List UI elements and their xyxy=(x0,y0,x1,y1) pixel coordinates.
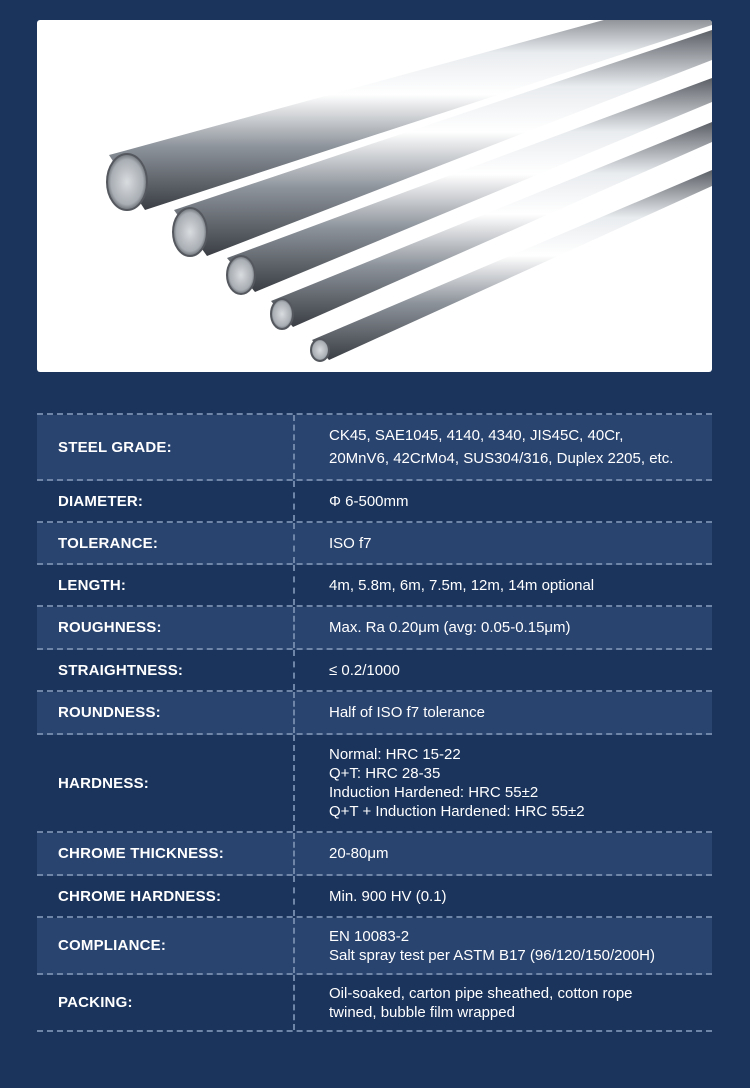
spec-row-hardness xyxy=(37,735,712,833)
spec-row-steel-grade xyxy=(37,415,712,481)
spec-value xyxy=(295,661,712,680)
spec-value xyxy=(295,576,712,595)
spec-value xyxy=(295,745,712,821)
spec-label: TOLERANCE: xyxy=(37,523,295,563)
spec-value-line: Max. Ra 0.20μm (avg: 0.05-0.15μm) xyxy=(329,619,571,636)
spec-label: ROUNDNESS: xyxy=(37,692,295,733)
spec-label: ROUGHNESS: xyxy=(37,607,295,648)
spec-value-line: Φ 6-500mm xyxy=(329,492,409,510)
spec-table xyxy=(37,413,712,1032)
spec-row-chrome-thickness xyxy=(37,833,712,876)
spec-row-straightness xyxy=(37,650,712,692)
spec-value-line: Normal: HRC 15-22 xyxy=(329,746,461,763)
spec-row-tolerance xyxy=(37,523,712,565)
spec-value xyxy=(295,927,712,965)
spec-label: STEEL GRADE: xyxy=(37,415,295,479)
spec-value-line: ≤ 0.2/1000 xyxy=(329,661,400,679)
spec-value-line: Min. 900 HV (0.1) xyxy=(329,887,447,905)
spec-label: STRAIGHTNESS: xyxy=(37,650,295,690)
spec-row-packing xyxy=(37,975,712,1032)
spec-value-line: 20-80μm xyxy=(329,845,389,862)
spec-value xyxy=(295,703,712,722)
spec-value xyxy=(295,887,712,906)
spec-value xyxy=(295,618,712,637)
spec-label: COMPLIANCE: xyxy=(37,918,295,973)
spec-value xyxy=(295,844,712,863)
spec-value-line: ISO f7 xyxy=(329,534,372,552)
spec-row-compliance xyxy=(37,918,712,975)
spec-value-line: CK45, SAE1045, 4140, 4340, JIS45C, 40Cr, xyxy=(329,427,624,444)
spec-row-diameter xyxy=(37,481,712,523)
spec-label: HARDNESS: xyxy=(37,735,295,831)
spec-row-chrome-hardness xyxy=(37,876,712,918)
spec-value-line: twined, bubble film wrapped xyxy=(329,1003,515,1021)
spec-label: PACKING: xyxy=(37,975,295,1030)
spec-label: CHROME HARDNESS: xyxy=(37,876,295,916)
spec-value-line: Q+T + Induction Hardened: HRC 55±2 xyxy=(329,803,585,820)
spec-value xyxy=(295,424,712,470)
chrome-rods-icon xyxy=(37,20,712,372)
spec-label: DIAMETER: xyxy=(37,481,295,521)
spec-value-line: Induction Hardened: HRC 55±2 xyxy=(329,784,539,801)
spec-value xyxy=(295,492,712,511)
spec-value-line: 4m, 5.8m, 6m, 7.5m, 12m, 14m optional xyxy=(329,576,595,594)
spec-value-line: Oil-soaked, carton pipe sheathed, cotton rope xyxy=(329,984,633,1002)
spec-value-line: Half of ISO f7 tolerance xyxy=(329,704,485,721)
spec-value xyxy=(295,534,712,553)
spec-value-line: 20MnV6, 42CrMo4, SUS304/316, Duplex 2205, etc. xyxy=(329,450,674,467)
spec-value-line: Salt spray test per ASTM B17 (96/120/150/200H) xyxy=(329,946,656,964)
spec-value-line: Q+T: HRC 28-35 xyxy=(329,765,441,782)
spec-value xyxy=(295,984,712,1022)
spec-label: CHROME THICKNESS: xyxy=(37,833,295,874)
chrome-rods-photo xyxy=(37,20,712,372)
spec-row-roughness xyxy=(37,607,712,650)
spec-value-line: EN 10083-2 xyxy=(329,927,410,945)
spec-row-roundness xyxy=(37,692,712,735)
spec-row-length xyxy=(37,565,712,607)
spec-label: LENGTH: xyxy=(37,565,295,605)
